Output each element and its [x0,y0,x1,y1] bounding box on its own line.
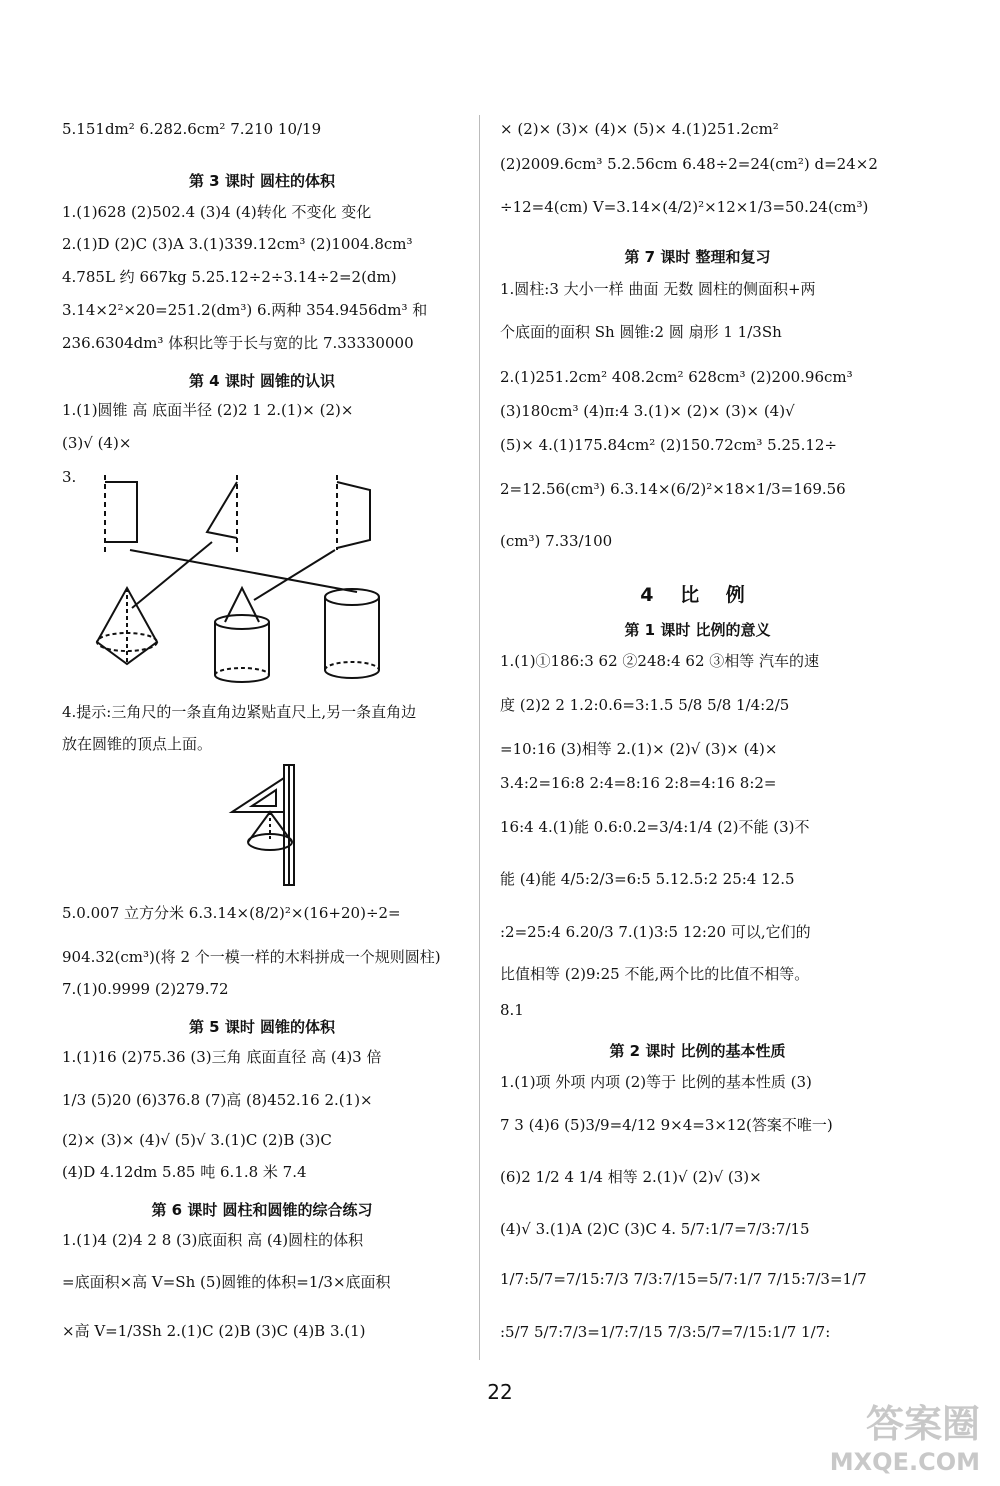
matching-diagram [82,470,412,700]
answer-line: 2.(1)251.2cm² 408.2cm² 628cm³ (2)200.96cm³ [500,368,853,386]
answer-line: 4.提示:三角尺的一条直角边紧贴直尺上,另一条直角边 [62,703,417,721]
answer-line: 5.0.007 立方分米 6.3.14×(8/2)²×(16+20)÷2= [62,904,401,922]
answer-line: 1.(1)项 外项 内项 (2)等于 比例的基本性质 (3) [500,1073,812,1091]
answer-line: (cm³) 7.33/100 [500,532,613,550]
answer-line: :2=25:4 6.20/3 7.(1)3:5 12:20 可以,它们的 [500,923,811,941]
section-heading: 第 4 课时 圆锥的认识 [188,372,336,390]
answer-line: 2=12.56(cm³) 6.3.14×(6/2)²×18×1/3=169.56 [500,480,846,498]
answer-line: =底面积×高 V=Sh (5)圆锥的体积=1/3×底面积 [62,1273,391,1291]
answer-line: :5/7 5/7:7/3=1/7:7/15 7/3:5/7=7/15:1/7 1/7: [500,1323,831,1341]
answer-line: 1.(1)16 (2)75.36 (3)三角 底面直径 高 (4)3 倍 [62,1048,382,1066]
answer-line: 1/3 (5)20 (6)376.8 (7)高 (8)452.16 2.(1)× [62,1091,373,1109]
answer-line: 1.(1)圆锥 高 底面半径 (2)2 1 2.(1)× (2)× [62,401,354,419]
answer-line: (4)√ 3.(1)A (2)C (3)C 4. 5/7:1/7=7/3:7/15 [500,1220,810,1238]
answer-line: 7 3 (4)6 (5)3/9=4/12 9×4=3×12(答案不唯一) [500,1116,833,1134]
answer-line: (3)180cm³ (4)π:4 3.(1)× (2)× (3)× (4)√ [500,402,795,420]
answer-line: 能 (4)能 4/5:2/3=6:5 5.12.5:2 25:4 12.5 [500,870,795,888]
answer-line: 度 (2)2 2 1.2:0.6=3:1.5 5/8 5/8 1/4:2/5 [500,696,790,714]
watermark-logo [830,1393,980,1476]
answer-line: 1/7:5/7=7/15:7/3 7/3:7/15=5/7:1/7 7/15:7/3=1/7 [500,1270,867,1288]
answer-line: 236.6304dm³ 体积比等于长与宽的比 7.33330000 [62,334,414,352]
answer-line: 放在圆锥的顶点上面。 [62,735,213,753]
section-heading: 第 7 课时 整理和复习 [624,248,771,266]
answer-line: (4)D 4.12dm 5.85 吨 6.1.8 米 7.4 [62,1163,307,1181]
watermark-text: 答案圈 [865,1402,980,1446]
answer-line: 3.4:2=16:8 2:4=8:16 2:8=4:16 8:2= [500,774,777,792]
answer-line: 5.151dm² 6.282.6cm² 7.210 10/19 [62,120,322,138]
answer-line: ÷12=4(cm) V=3.14×(4/2)²×12×1/3=50.24(cm³) [500,198,869,216]
answer-line: 比值相等 (2)9:25 不能,两个比的比值不相等。 [500,965,810,983]
answer-line: 1.(1)4 (2)4 2 8 (3)底面积 高 (4)圆柱的体积 [62,1231,364,1249]
answer-line: 1.圆柱:3 大小一样 曲面 无数 圆柱的侧面积+两 [500,280,816,298]
answer-line: 1.(1)①186:3 62 ②248:4 62 ③相等 汽车的速 [500,652,820,670]
column-divider [479,115,480,1360]
answer-line: =10:16 (3)相等 2.(1)× (2)√ (3)× (4)× [500,740,778,758]
answer-line: (2)× (3)× (4)√ (5)√ 3.(1)C (2)B (3)C [62,1131,332,1149]
answer-line: (3)√ (4)× [62,434,132,452]
answer-line: (2)2009.6cm³ 5.2.56cm 6.48÷2=24(cm²) d=24×2 [500,155,878,173]
section-heading: 第 3 课时 圆柱的体积 [188,172,336,190]
answer-line: × (2)× (3)× (4)× (5)× 4.(1)251.2cm² [500,120,779,138]
chapter-title: 4 比 例 [640,584,755,606]
answer-line: (5)× 4.(1)175.84cm² (2)150.72cm³ 5.25.12÷ [500,436,837,454]
answer-line: 1.(1)628 (2)502.4 (3)4 (4)转化 不变化 变化 [62,203,372,221]
watermark-url: MXQE.COM [829,1448,980,1476]
answer-line: 904.32(cm³)(将 2 个一模一样的木料拼成一个规则圆柱) [62,948,441,966]
section-heading: 第 2 课时 比例的基本性质 [609,1042,786,1060]
answer-line: 16:4 4.(1)能 0.6:0.2=3/4:1/4 (2)不能 (3)不 [500,818,810,836]
answer-line: 个底面的面积 Sh 圆锥:2 圆 扇形 1 1/3Sh [500,323,782,341]
answer-line: 3. [62,468,77,486]
answer-line: 4.785L 约 667kg 5.25.12÷2÷3.14÷2=2(dm) [62,268,397,286]
section-heading: 第 1 课时 比例的意义 [624,621,771,639]
answer-line: ×高 V=1/3Sh 2.(1)C (2)B (3)C (4)B 3.(1) [62,1322,366,1340]
answer-line: 8.1 [500,1001,524,1019]
answer-line: 3.14×2²×20=251.2(dm³) 6.两种 354.9456dm³ 和 [62,301,428,319]
page-number: 22 [487,1380,513,1404]
answer-line: 7.(1)0.9999 (2)279.72 [62,980,229,998]
answer-line: 2.(1)D (2)C (3)A 3.(1)339.12cm³ (2)1004.8cm³ [62,235,413,253]
section-heading: 第 6 课时 圆柱和圆锥的综合练习 [151,1201,373,1219]
cone-height-diagram [222,760,372,890]
answer-line: (6)2 1/2 4 1/4 相等 2.(1)√ (2)√ (3)× [500,1168,762,1186]
section-heading: 第 5 课时 圆锥的体积 [188,1018,336,1036]
